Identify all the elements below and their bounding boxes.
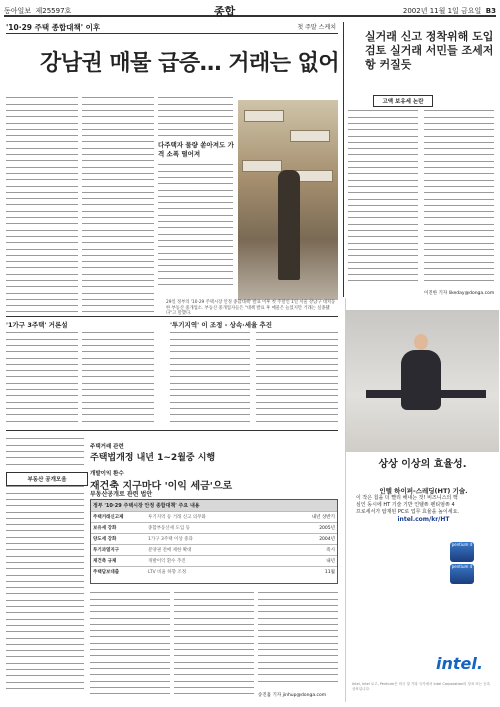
table-row: 재건축 규제 개발이익 환수 추진 내년	[91, 555, 337, 566]
lower-col-d	[258, 590, 338, 684]
ad-url[interactable]: intel.com/kr/HT	[397, 516, 450, 523]
table-row: 주택담보대출 LTV 비율 하향 조정 11월	[91, 566, 337, 577]
byline-1: 이진한 기자 likeday@donga.com	[424, 291, 495, 296]
table-row: 양도세 강화 1가구 3주택 이상 중과 2004년	[91, 533, 337, 544]
article-column-3	[158, 95, 233, 139]
ad-body: 이 작은 칩을 더 빨리 해내는 것! 비즈니스의 핵심인 동시에 HT 기술 기반 인텔® 펜티엄® 4 프로세서가 탑재된 PC로 업무 효율을 높이세요.	[356, 495, 459, 515]
section2-col-4	[256, 330, 338, 424]
lower-left-col	[6, 436, 84, 467]
left-box-title: 부동산 공개모음	[6, 472, 88, 486]
series-tag: '10·29 주택 종합대책' 이후 첫 주말 스케치	[6, 23, 336, 32]
mid-label: 주택거래 관련	[90, 444, 124, 450]
section-title: 종합	[214, 5, 236, 18]
divider	[6, 33, 338, 34]
mid-h1: 주택법개정 내년 1~2월중 시행	[90, 453, 216, 463]
intel-logo: intel.	[436, 654, 483, 673]
section2-title: '1가구 3주택' 거론설	[6, 321, 68, 329]
mid-h2-label: 개발이익 환수	[90, 471, 124, 477]
divider	[6, 430, 338, 431]
section2-col-2	[82, 330, 154, 424]
mid-h2: 재건축 지구마다 '이익 세금'으로	[90, 481, 233, 492]
masthead	[4, 3, 496, 17]
paper-name: 동아일보 제25597호	[4, 7, 72, 15]
article-column-2	[82, 95, 154, 315]
ad-slogan: 상상 이상의 효율성.	[378, 459, 467, 470]
divider	[6, 316, 338, 317]
ad-fine-print: Intel, Intel 로고, Pentium은 미국 및 기타 국가에서 Intel Corporation의 상표 또는 등록 상표입니다.	[352, 682, 491, 691]
policy-table	[90, 499, 338, 584]
lower-col-c	[174, 590, 254, 697]
byline-2: 송진흡 기자 jinhup@donga.com	[258, 693, 327, 698]
section2-subtitle: '투기지역' 이 조정 - 상속·세율 추진	[170, 321, 273, 329]
ad-copy-block	[356, 488, 491, 523]
table-row: 보유세 강화 종합부동산세 도입 등 2005년	[91, 522, 337, 533]
table-row: 주택거래신고제 투기지역 등 거래 신고 의무화 내년 상반기	[91, 511, 337, 522]
section2-col-3	[170, 330, 250, 424]
ad-headline: 인텔 하이퍼-스레딩(HT) 기술.	[379, 487, 468, 495]
section2-col-1	[6, 330, 78, 424]
article-column-1	[6, 95, 78, 315]
intel-advertisement	[345, 298, 498, 702]
side-col-1	[348, 108, 418, 284]
subhead-1: 다주택자 물량 쏟아져도 가격 소폭 떨어져	[158, 141, 234, 158]
lower-left-col-2	[6, 484, 84, 692]
table-title: 부동산공개로 관련 법안	[90, 491, 153, 498]
table-row: 투기과열지구 분양권 전매 제한 확대 즉시	[91, 544, 337, 555]
photo-caption: 29일 정부의 '10·29 주택시장 안정 종합대책' 발표 이후 첫 주말인 1일 서울 강남구 대치동 한 부동산 중개업소. 부동산 중개업자들은 "대책 발표 후 매물은 늘었지만 거래는 실종됐다"고 말했다.	[166, 300, 336, 316]
pentium-chip-icon: pentium 4	[450, 564, 474, 584]
article-column-3b	[158, 162, 233, 288]
mid-headline	[90, 442, 340, 492]
news-photo-realestate-office	[238, 100, 338, 300]
divider	[343, 22, 344, 297]
lower-col-b	[90, 590, 170, 697]
side-headline: 실거래 신고 정착위해 도입 검토 실거래 서민들 조세저항 커질듯	[365, 30, 494, 71]
pentium-chip-icon: pentium 4	[450, 542, 474, 562]
series-sub: 첫 주말 스케치	[297, 24, 336, 31]
main-headline: 강남권 매물 급증… 거래는 없어	[40, 51, 340, 76]
table-header: 정부 '10·29 주택시장 안정 종합대책' 주요 내용	[91, 500, 337, 511]
side-badge: 고액 보유세 논란	[373, 95, 433, 107]
ad-chip-badges	[450, 542, 474, 586]
side-col-2	[424, 108, 494, 284]
ad-photo-jumping-man	[346, 310, 499, 452]
date-page: 2002년 11월 1일 금요일 B3	[402, 7, 496, 15]
